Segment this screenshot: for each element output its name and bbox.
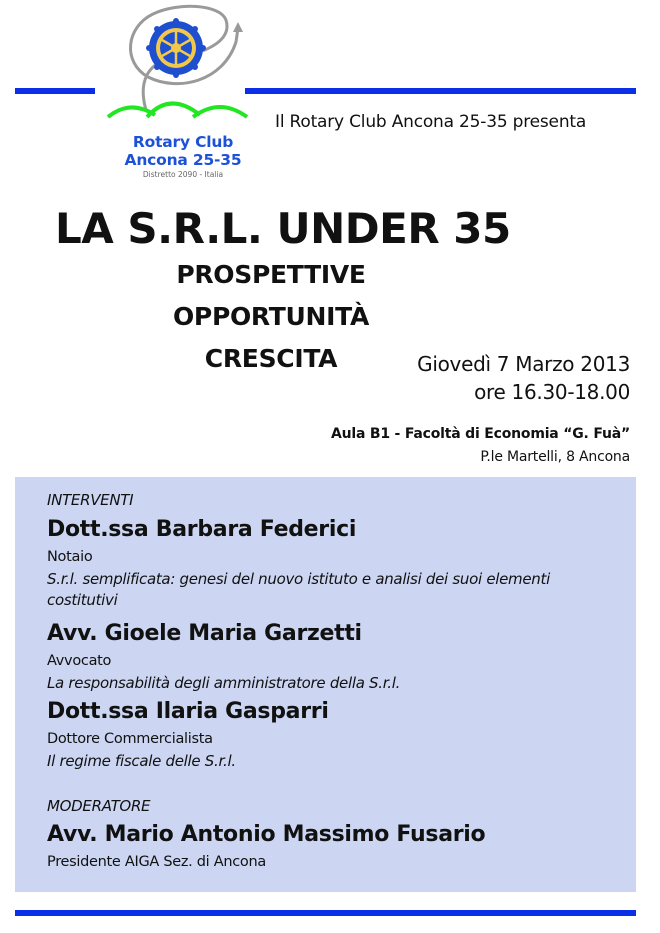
event-time: ore 16.30-18.00	[474, 380, 630, 404]
event-date: Giovedì 7 Marzo 2013	[417, 352, 630, 376]
moderator-name: Avv. Mario Antonio Massimo Fusario	[47, 822, 486, 847]
speaker-role: Dottore Commercialista	[47, 731, 213, 747]
moderator-role: Presidente AIGA Sez. di Ancona	[47, 854, 266, 870]
subtitle-prospettive: PROSPETTIVE	[176, 260, 366, 289]
presenter-line: Il Rotary Club Ancona 25-35 presenta	[275, 112, 587, 132]
bottom-bar	[15, 910, 636, 916]
logo-text-line3: Distretto 2090 - Italia	[142, 170, 224, 179]
subtitle-crescita: CRESCITA	[204, 344, 338, 373]
top-bar-left	[15, 88, 95, 94]
event-venue: Aula B1 - Facoltà di Economia “G. Fuà”	[330, 426, 630, 442]
interventi-label: INTERVENTI	[47, 491, 134, 509]
logo-text-line1: Rotary Club	[132, 133, 234, 151]
top-bar-right	[245, 88, 636, 94]
event-title: LA S.R.L. UNDER 35	[55, 204, 511, 253]
speaker-topic: S.r.l. semplificata: genesi del nuovo istituto e analisi dei suoi elementi costitutivi	[47, 570, 550, 609]
speaker-name: Dott.ssa Barbara Federici	[47, 517, 357, 542]
speaker-role: Notaio	[47, 549, 93, 565]
moderatore-label: MODERATORE	[47, 797, 151, 815]
green-hills-icon	[105, 95, 250, 125]
speaker-role: Avvocato	[47, 653, 112, 669]
logo-text-line2: Ancona 25-35	[124, 151, 242, 169]
event-address: P.le Martelli, 8 Ancona	[480, 449, 630, 465]
program-panel	[15, 477, 636, 892]
speaker-topic: La responsabilità degli amministratore della S.r.l.	[47, 674, 401, 692]
subtitle-opportunita: OPPORTUNITÀ	[172, 302, 370, 331]
speaker-name: Avv. Gioele Maria Garzetti	[47, 621, 362, 646]
speaker-name: Dott.ssa Ilaria Gasparri	[47, 699, 329, 724]
speaker-topic: Il regime fiscale delle S.r.l.	[47, 752, 236, 770]
